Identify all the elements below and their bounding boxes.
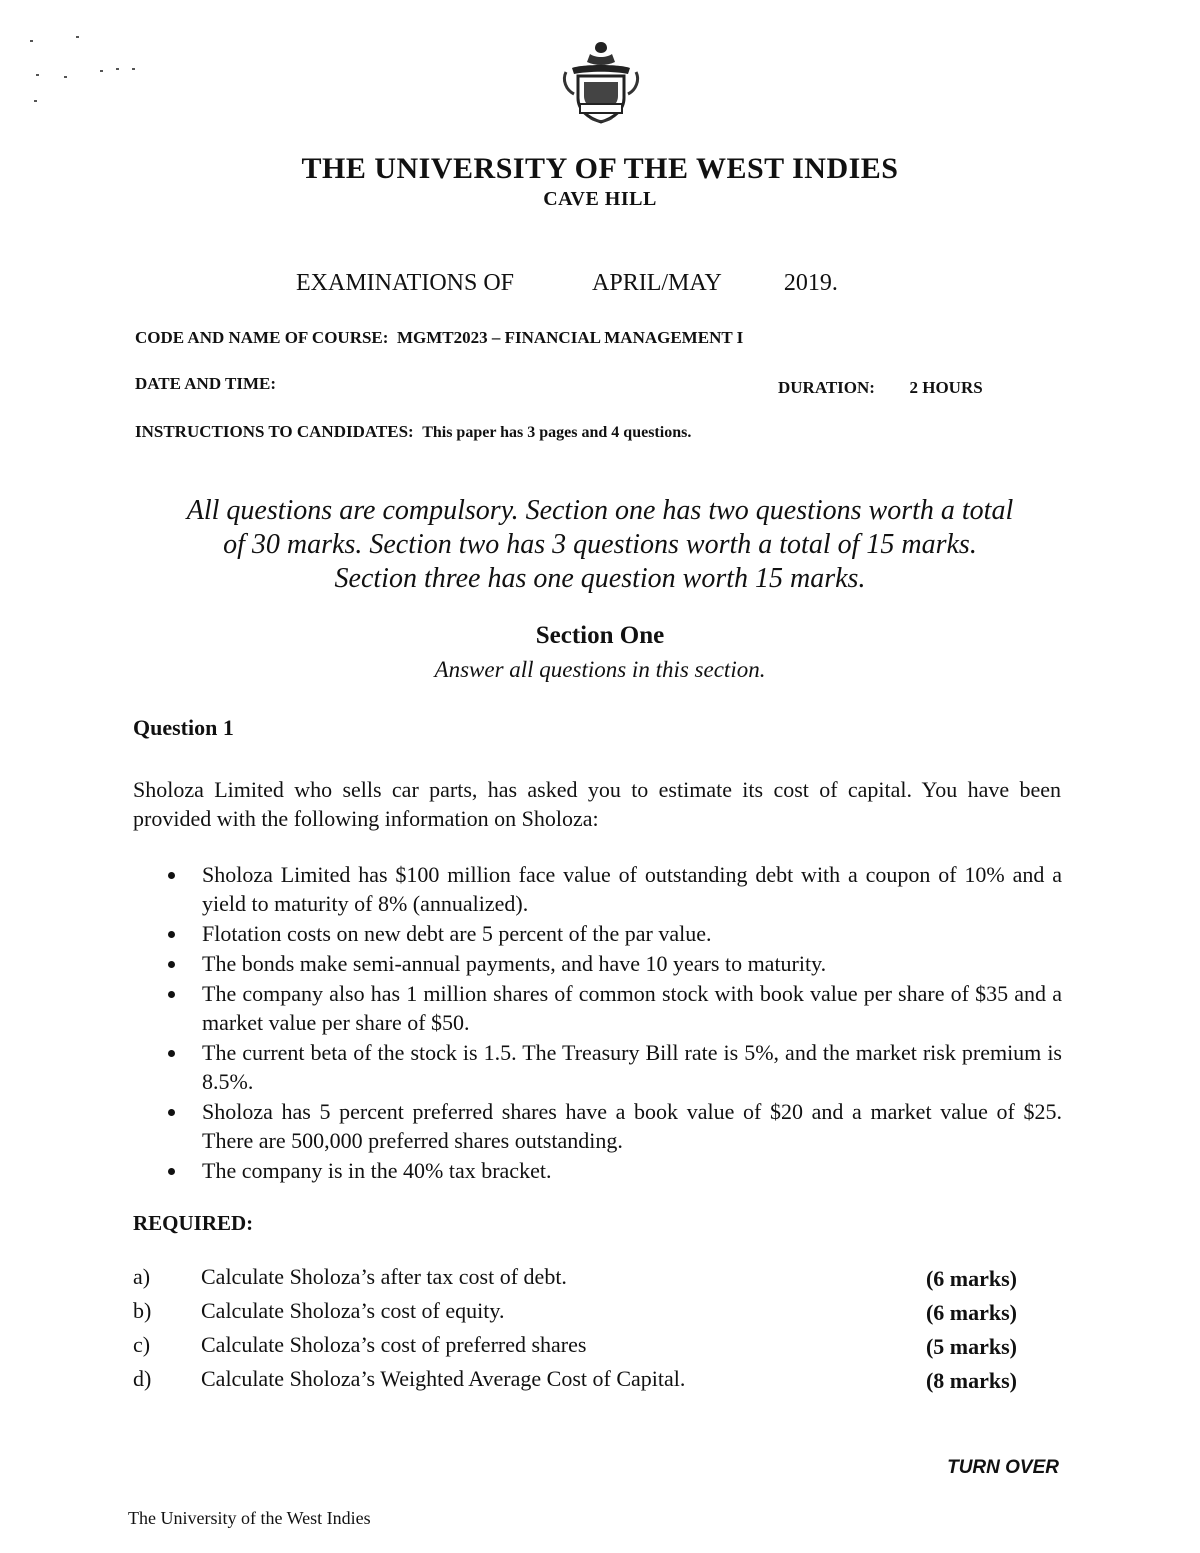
- bullet-icon: [168, 1109, 175, 1116]
- bullet-text: Sholoza has 5 percent preferred shares have a book value of $20 and a market value of $25. There are 500,000 preferred shares outstanding.: [202, 1099, 1062, 1153]
- question-paragraph: Sholoza Limited who sells car parts, has asked you to estimate its cost of capital. You have been provided with the following information on Sholoza:: [133, 777, 1061, 831]
- bullet-text: The bonds make semi-annual payments, and have 10 years to maturity.: [202, 951, 827, 976]
- blank-gap: [514, 270, 592, 297]
- course-line: [135, 328, 743, 348]
- instructions-value: This paper has 3 pages and 4 questions.: [422, 424, 692, 441]
- info-bullet-list: [160, 860, 1062, 1186]
- part-label: a): [133, 1264, 151, 1289]
- section-title: Section One: [535, 622, 665, 649]
- part-text: Calculate Sholoza’s cost of equity.: [201, 1298, 505, 1323]
- scan-speck: [34, 100, 37, 102]
- question-part: [133, 1264, 1023, 1298]
- part-label: c): [133, 1332, 151, 1357]
- campus-name: CAVE HILL: [543, 188, 657, 210]
- bullet-text: Flotation costs on new debt are 5 percent of the par value.: [202, 921, 712, 946]
- list-item: [160, 919, 1062, 948]
- course-value: MGMT2023 – FINANCIAL MANAGEMENT I: [396, 328, 744, 347]
- intro-line: of 30 marks. Section two has 3 questions worth a total of 15 marks.: [223, 529, 977, 560]
- list-item: [160, 979, 1062, 1037]
- date-label: DATE AND TIME:: [135, 374, 277, 393]
- required-heading: REQUIRED:: [133, 1211, 254, 1235]
- exam-session-line: [296, 270, 838, 297]
- bullet-icon: [168, 991, 175, 998]
- part-marks: (6 marks): [925, 1266, 1017, 1291]
- scan-speck: [100, 70, 103, 72]
- bullet-text: The company is in the 40% tax bracket.: [202, 1158, 552, 1183]
- intro-line: Section three has one question worth 15 marks.: [334, 563, 866, 594]
- university-crest-icon: [560, 38, 642, 128]
- page-footer: The University of the West Indies: [128, 1508, 371, 1528]
- scan-speck: [132, 68, 135, 70]
- general-instructions: [120, 494, 1080, 596]
- bullet-text: Sholoza Limited has $100 million face value of outstanding debt with a coupon of 10% and a yield to maturity of 8% (annualized).: [202, 862, 1062, 916]
- part-text: Calculate Sholoza’s cost of preferred shares: [201, 1332, 587, 1357]
- instructions-label: INSTRUCTIONS TO CANDIDATES:: [135, 422, 414, 441]
- bullet-icon: [168, 872, 175, 879]
- course-label: CODE AND NAME OF COURSE:: [135, 328, 389, 347]
- scan-speck: [64, 76, 67, 78]
- exam-session: APRIL/MAY: [592, 270, 722, 296]
- duration-label: DURATION:: [778, 378, 875, 397]
- scan-speck: [116, 68, 119, 70]
- list-item: [160, 1097, 1062, 1155]
- required-parts: [133, 1264, 1023, 1400]
- bullet-icon: [168, 931, 175, 938]
- list-item: [160, 860, 1062, 918]
- part-label: b): [133, 1298, 152, 1323]
- scan-speck: [36, 74, 39, 76]
- question-title: Question 1: [133, 715, 234, 740]
- list-item: [160, 949, 1062, 978]
- question-part: [133, 1366, 1023, 1400]
- section-subtitle: Answer all questions in this section.: [434, 657, 766, 682]
- part-marks: (5 marks): [925, 1334, 1017, 1359]
- bullet-text: The company also has 1 million shares of common stock with book value per share of $35 and a market value per share of $50.: [202, 981, 1062, 1035]
- bullet-text: The current beta of the stock is 1.5. The Treasury Bill rate is 5%, and the market risk premium is 8.5%.: [202, 1040, 1062, 1094]
- list-item: [160, 1038, 1062, 1096]
- question-part: [133, 1332, 1023, 1366]
- blank-gap: [722, 270, 784, 297]
- duration-value: 2 HOURS: [909, 378, 983, 397]
- question-part: [133, 1298, 1023, 1332]
- bullet-icon: [168, 1050, 175, 1057]
- bullet-icon: [168, 1168, 175, 1175]
- instructions-line: [135, 422, 691, 442]
- turn-over-note: TURN OVER: [947, 1457, 1059, 1478]
- intro-line: All questions are compulsory. Section one has two questions worth a total: [186, 495, 1014, 526]
- part-text: Calculate Sholoza’s after tax cost of debt.: [201, 1264, 567, 1289]
- list-item: [160, 1156, 1062, 1185]
- part-marks: (8 marks): [925, 1368, 1017, 1393]
- part-marks: (6 marks): [925, 1300, 1017, 1325]
- duration-line: [778, 378, 983, 398]
- part-text: Calculate Sholoza’s Weighted Average Cost of Capital.: [201, 1366, 686, 1391]
- university-name: THE UNIVERSITY OF THE WEST INDIES: [301, 152, 899, 185]
- part-label: d): [133, 1366, 152, 1391]
- scan-speck: [76, 36, 79, 38]
- bullet-icon: [168, 961, 175, 968]
- exam-prefix: EXAMINATIONS OF: [296, 270, 515, 296]
- scan-speck: [30, 40, 33, 42]
- exam-year: 2019.: [783, 270, 838, 296]
